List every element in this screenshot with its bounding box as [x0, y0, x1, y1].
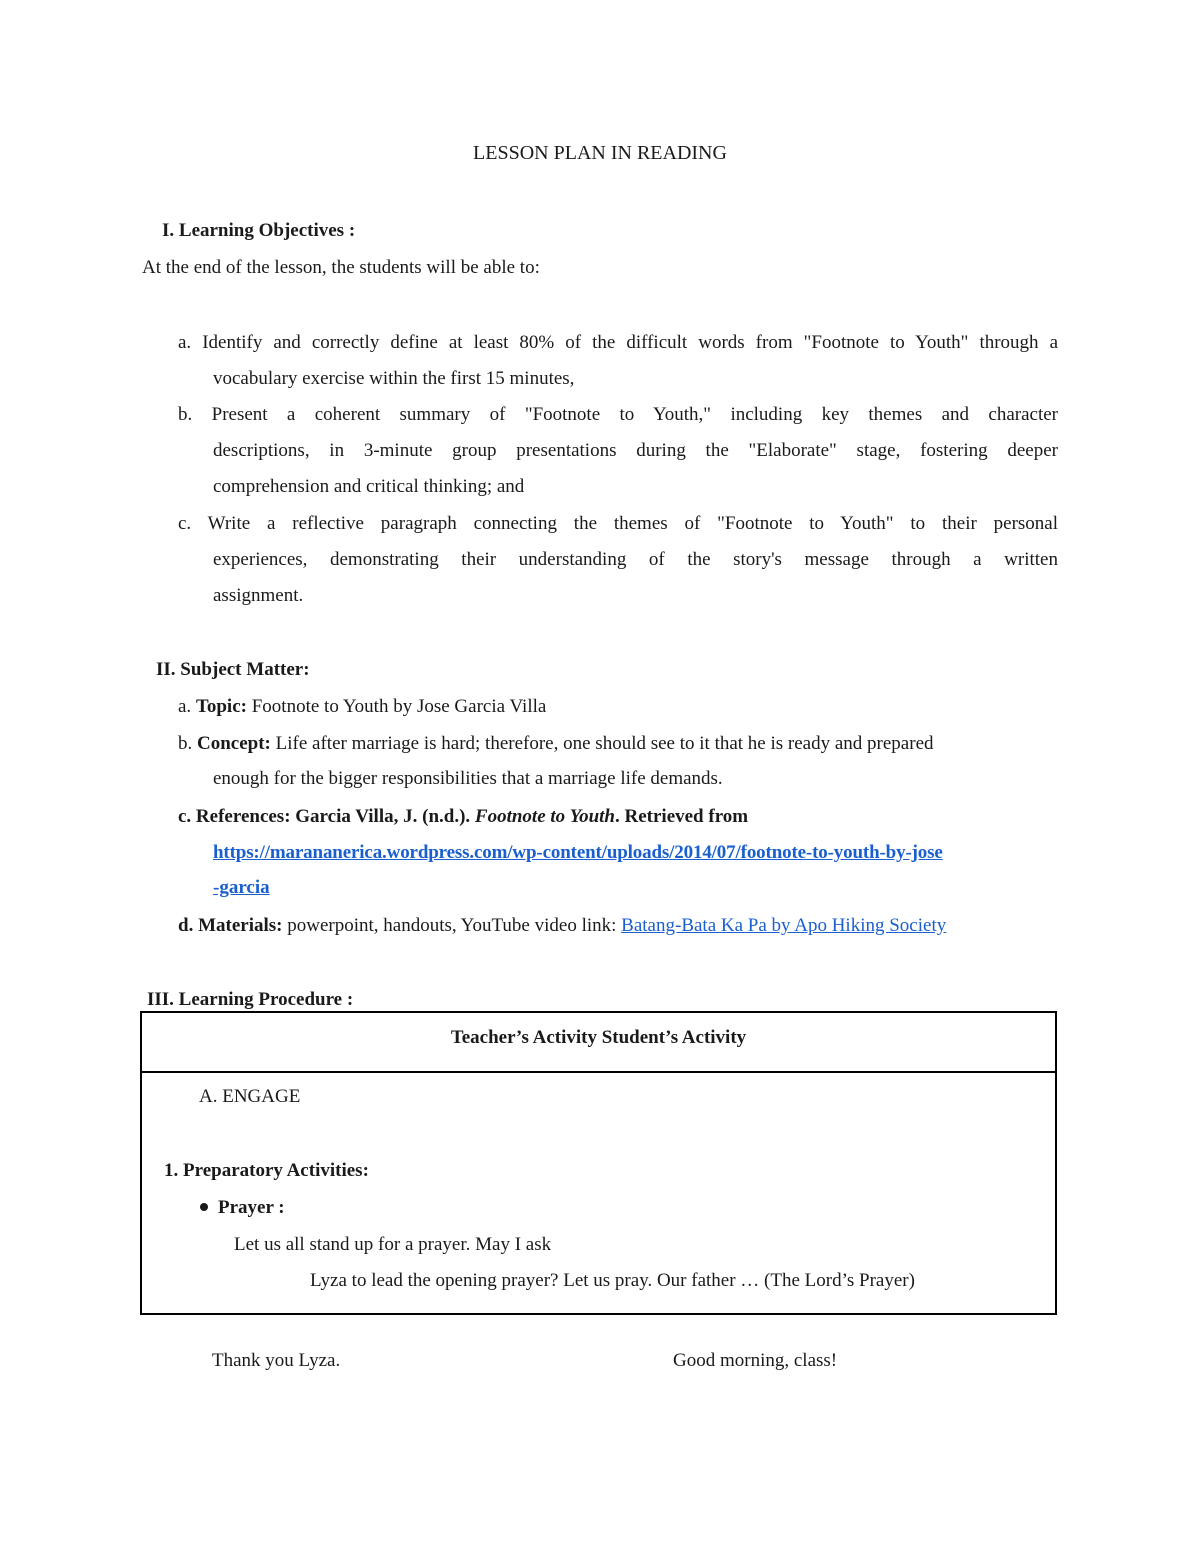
- concept-line1: Life after marriage is hard; therefore, one should see to it that he is ready and prepared: [275, 733, 934, 754]
- table-divider: [142, 1071, 1055, 1073]
- objective-b-line2: descriptions, in 3-minute group presentations during the "Elaborate" stage, fostering deeper: [213, 440, 1058, 461]
- objective-b-line3: comprehension and critical thinking; and: [213, 476, 525, 497]
- subject-references: [178, 806, 748, 828]
- bullet-icon: [200, 1203, 208, 1211]
- prayer-line2: Lyza to lead the opening prayer? Let us pray. Our father … (The Lord’s Prayer): [310, 1270, 915, 1291]
- prayer-line1: Let us all stand up for a prayer. May I ask: [234, 1234, 552, 1255]
- subject-materials: [178, 915, 946, 937]
- video-link[interactable]: Batang-Bata Ka Pa by Apo Hiking Society: [621, 915, 947, 936]
- objectives-intro: At the end of the lesson, the students will be able to:: [142, 257, 540, 278]
- subject-topic: [178, 696, 546, 718]
- materials-prefix: d.: [178, 915, 194, 936]
- references-prefix: c. References: Garcia Villa, J. (n.d.).: [178, 806, 471, 827]
- references-url-line2[interactable]: -garcia: [213, 877, 270, 898]
- subject-heading: II. Subject Matter:: [156, 659, 310, 680]
- objective-b-line1: b. Present a coherent summary of "Footnote to Youth," including key themes and character: [178, 404, 1058, 425]
- topic-value: Footnote to Youth by Jose Garcia Villa: [251, 696, 547, 717]
- procedure-heading: III. Learning Procedure :: [147, 989, 354, 1010]
- objective-c-line3: assignment.: [213, 585, 304, 606]
- objective-c-line1: c. Write a reflective paragraph connecting the themes of "Footnote to Youth" to their personal: [178, 513, 1058, 534]
- subject-concept: [178, 733, 934, 755]
- references-suffix: . Retrieved from: [615, 806, 749, 827]
- teacher-reply: Thank you Lyza.: [212, 1350, 341, 1371]
- student-reply: Good morning, class!: [673, 1350, 838, 1371]
- engage-label: A. ENGAGE: [199, 1086, 301, 1107]
- prayer-label: Prayer :: [218, 1197, 285, 1218]
- materials-label: Materials:: [198, 915, 283, 936]
- materials-text: powerpoint, handouts, YouTube video link:: [287, 915, 617, 936]
- concept-prefix: b.: [178, 733, 193, 754]
- prayer-item: [200, 1197, 285, 1219]
- page-title: LESSON PLAN IN READING: [473, 142, 727, 164]
- objective-a-line1: a. Identify and correctly define at least 80% of the difficult words from "Footnote to Youth" through a: [178, 332, 1058, 353]
- table-header: Teacher’s Activity Student’s Activity: [450, 1027, 747, 1048]
- topic-label: Topic:: [195, 696, 247, 717]
- objective-c-line2: experiences, demonstrating their understanding of the story's message through a written: [213, 549, 1058, 570]
- concept-label: Concept:: [197, 733, 271, 754]
- references-work: Footnote to Youth: [474, 806, 615, 827]
- objective-a-line2: vocabulary exercise within the first 15 minutes,: [213, 368, 575, 389]
- concept-line2: enough for the bigger responsibilities that a marriage life demands.: [213, 768, 723, 789]
- topic-prefix: a.: [178, 696, 192, 717]
- preparatory-activities: 1. Preparatory Activities:: [164, 1160, 369, 1181]
- references-url-line1[interactable]: https://marananerica.wordpress.com/wp-content/uploads/2014/07/footnote-to-youth-by-jose: [213, 842, 943, 863]
- objectives-heading: I. Learning Objectives :: [162, 220, 356, 241]
- procedure-table: [140, 1011, 1057, 1315]
